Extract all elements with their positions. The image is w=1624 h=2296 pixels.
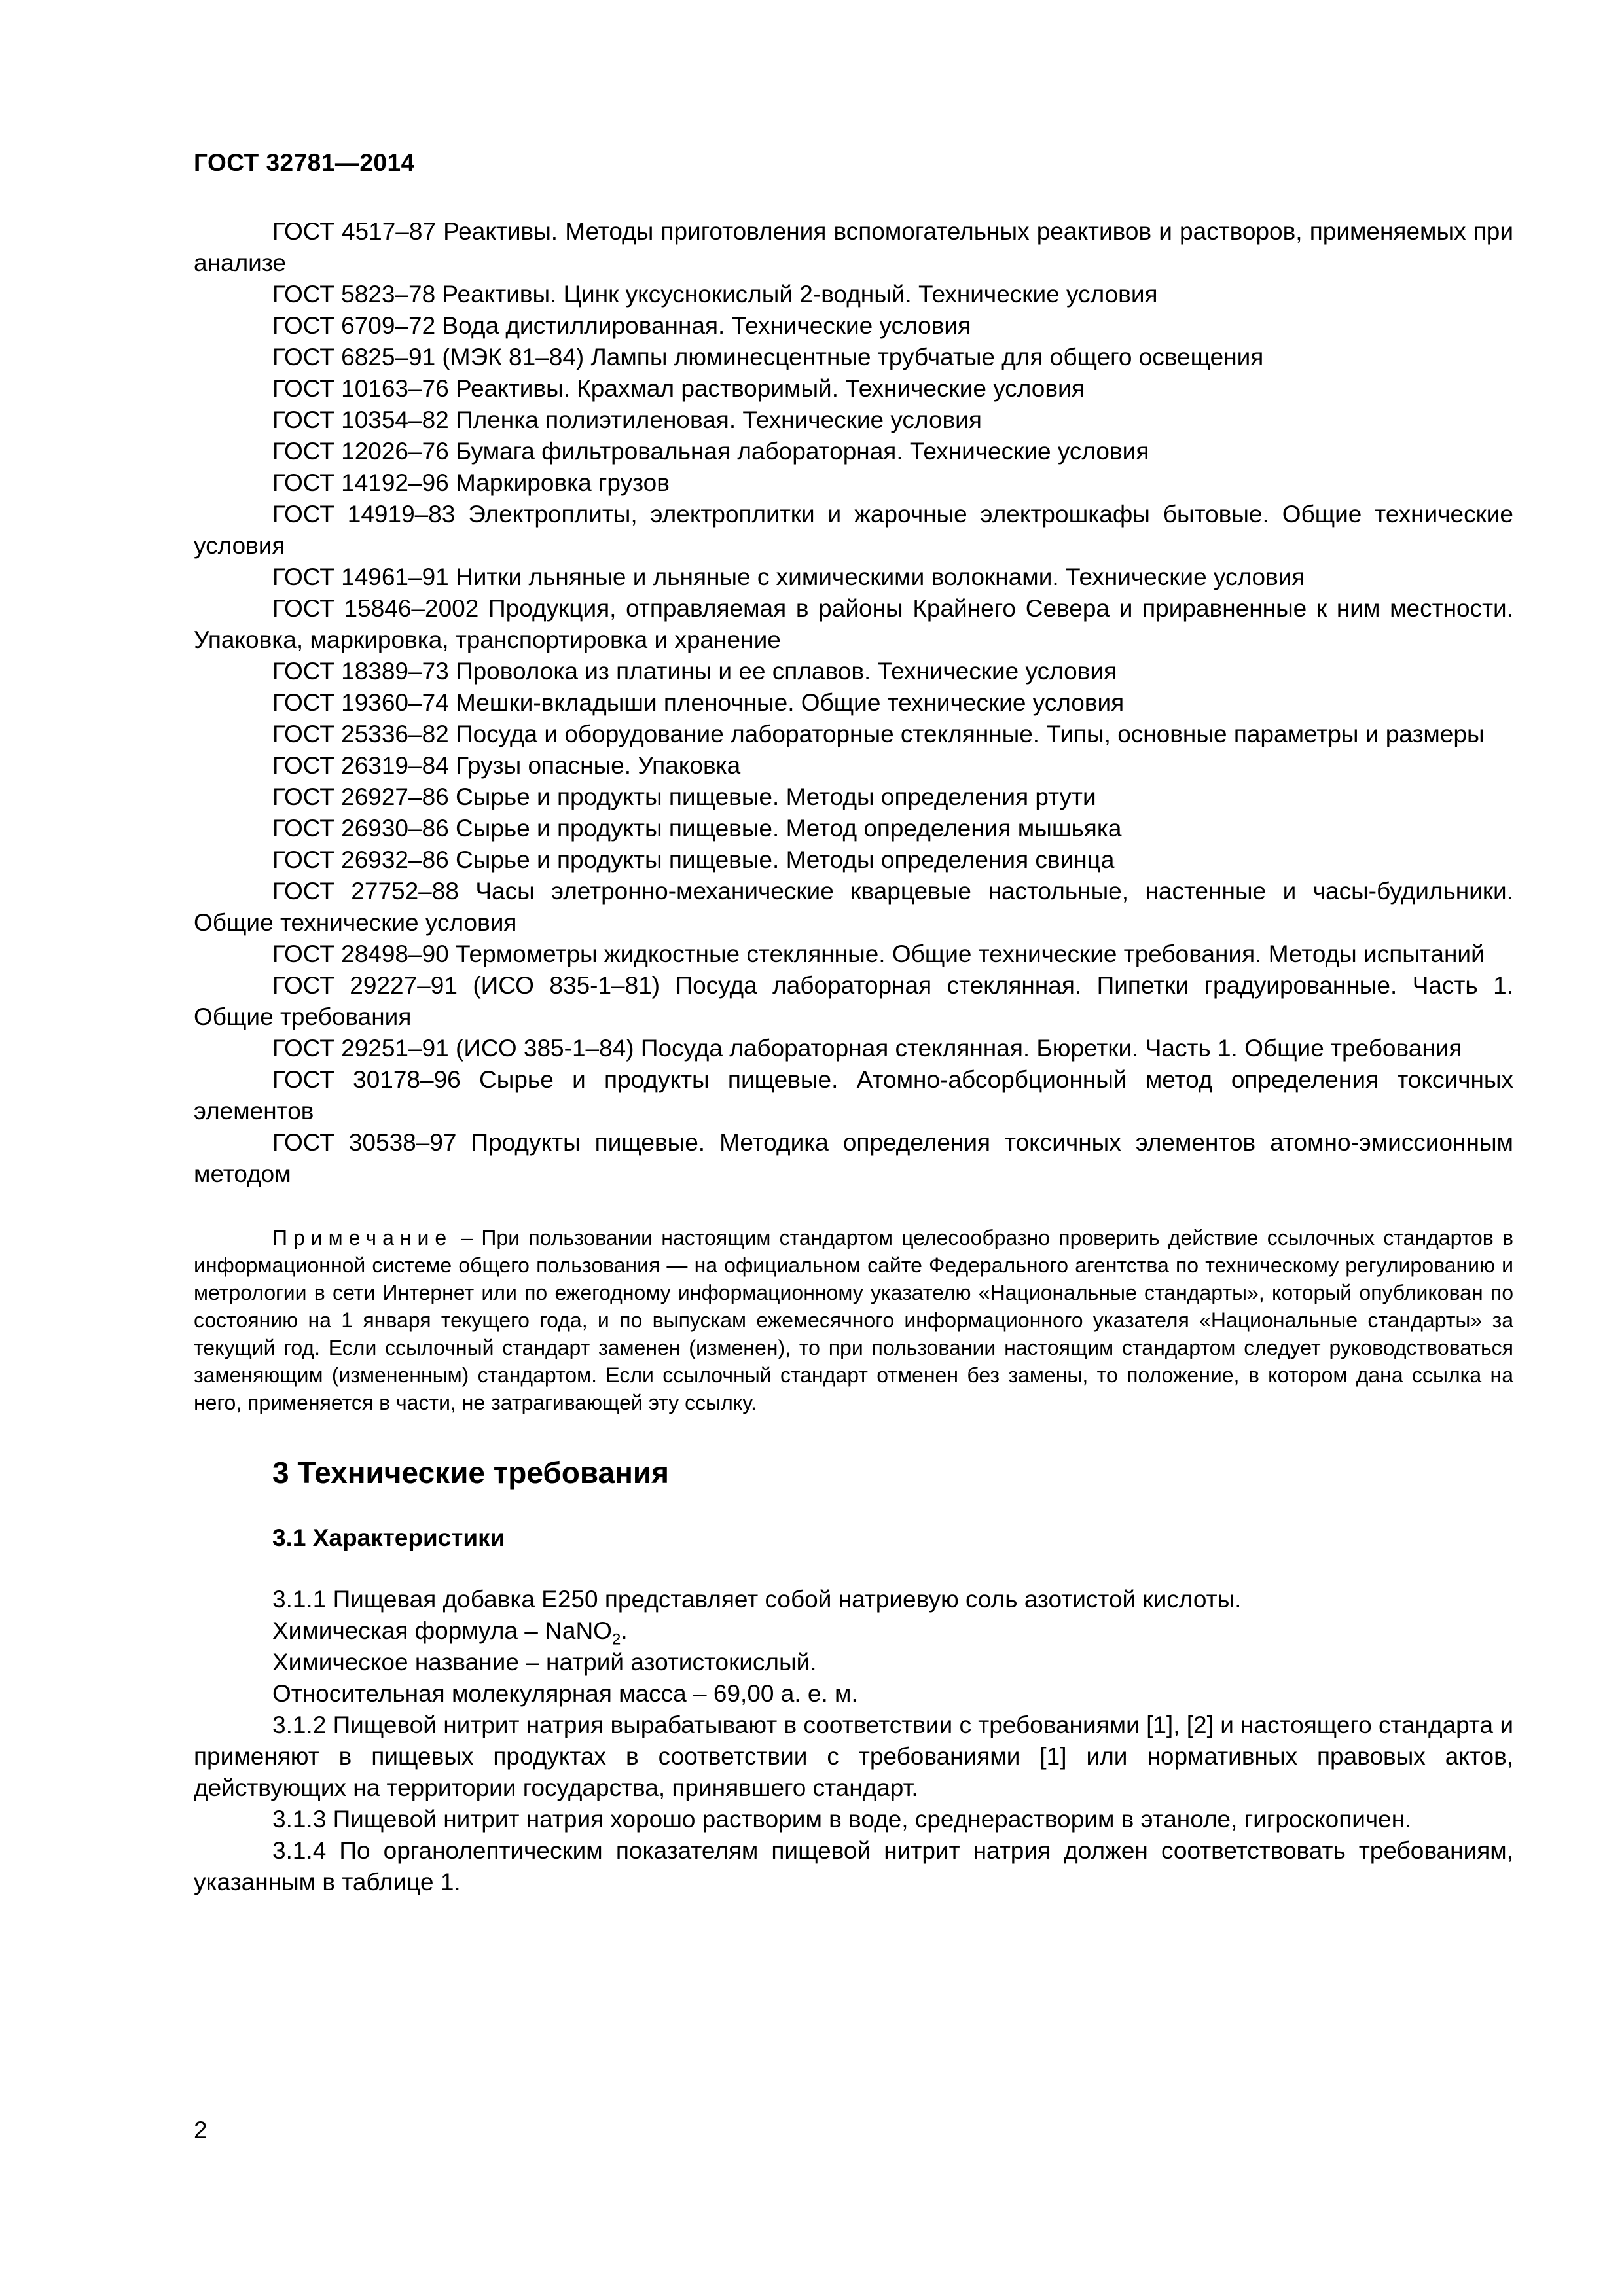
molecular-mass: Относительная молекулярная масса – 69,00 а. е. м. [272, 1680, 858, 1707]
reference-item: ГОСТ 26932–86 Сырье и продукты пищевые. Методы определения свинца [272, 846, 1115, 873]
paragraph-3-1-3: 3.1.3 Пищевой нитрит натрия хорошо растворим в воде, среднерастворим в этаноле, гигроскопичен. [272, 1806, 1412, 1833]
reference-item: ГОСТ 26927–86 Сырье и продукты пищевые. Методы определения ртути [272, 783, 1096, 810]
reference-item: ГОСТ 14919–83 Электроплиты, электроплитки и жарочные электрошкафы бытовые. Общие технические условия [194, 501, 1513, 559]
section-body [194, 1584, 1513, 1898]
subsection-heading: 3.1 Характеристики [272, 1524, 505, 1551]
chemical-name: Химическое название – натрий азотистокислый. [272, 1649, 817, 1676]
standard-header: ГОСТ 32781—2014 [194, 149, 415, 176]
reference-item: ГОСТ 10354–82 Пленка полиэтиленовая. Технические условия [272, 406, 982, 433]
reference-item: ГОСТ 30538–97 Продукты пищевые. Методика определения токсичных элементов атомно-эмиссионным методом [194, 1129, 1513, 1187]
reference-item: ГОСТ 18389–73 Проволока из платины и ее сплавов. Технические условия [272, 658, 1117, 685]
note-label: Примечание [272, 1226, 453, 1249]
paragraph-3-1-1: 3.1.1 Пищевая добавка Е250 представляет собой натриевую соль азотистой кислоты. [272, 1586, 1242, 1613]
reference-item: ГОСТ 15846–2002 Продукция, отправляемая в районы Крайнего Севера и приравненные к ним местности. Упаковка, маркировка, транспортировка и хранение [194, 595, 1513, 653]
reference-item: ГОСТ 29227–91 (ИСО 835-1–81) Посуда лабораторная стеклянная. Пипетки градуированные. Часть 1. Общие требования [194, 972, 1513, 1030]
reference-item: ГОСТ 14192–96 Маркировка грузов [272, 469, 670, 496]
reference-item: ГОСТ 30178–96 Сырье и продукты пищевые. Атомно-абсорбционный метод определения токсичных элементов [194, 1066, 1513, 1124]
note-paragraph [194, 1224, 1513, 1416]
reference-item: ГОСТ 29251–91 (ИСО 385-1–84) Посуда лабораторная стеклянная. Бюретки. Часть 1. Общие требования [272, 1035, 1462, 1062]
page-content [194, 216, 1513, 1898]
reference-item: ГОСТ 12026–76 Бумага фильтровальная лабораторная. Технические условия [272, 438, 1149, 465]
normative-references-list [194, 216, 1513, 1190]
section-heading: 3 Технические требования [272, 1456, 669, 1490]
reference-item: ГОСТ 10163–76 Реактивы. Крахмал растворимый. Технические условия [272, 375, 1085, 402]
reference-item: ГОСТ 6709–72 Вода дистиллированная. Технические условия [272, 312, 971, 339]
paragraph-3-1-2: 3.1.2 Пищевой нитрит натрия вырабатывают в соответствии с требованиями [1], [2] и настоящего стандарта и применяют в пищевых продуктах в соответствии с требованиями [1] или нормативных правовых актов, действующих на территории государства, принявшего стандарт. [194, 1712, 1513, 1801]
paragraph-3-1-4: 3.1.4 По органолептическим показателям пищевой нитрит натрия должен соответствовать требованиям, указанным в таблице 1. [194, 1837, 1513, 1895]
reference-item: ГОСТ 4517–87 Реактивы. Методы приготовления вспомогательных реактивов и растворов, применяемых при анализе [194, 218, 1513, 276]
formula-subscript: 2 [611, 1630, 621, 1649]
reference-item: ГОСТ 19360–74 Мешки-вкладыши пленочные. Общие технические условия [272, 689, 1125, 716]
reference-item: ГОСТ 26930–86 Сырье и продукты пищевые. Метод определения мышьяка [272, 815, 1122, 842]
reference-item: ГОСТ 26319–84 Грузы опасные. Упаковка [272, 752, 741, 779]
page-number: 2 [194, 2117, 208, 2144]
reference-item: ГОСТ 28498–90 Термометры жидкостные стеклянные. Общие технические требования. Методы испытаний [272, 941, 1485, 967]
reference-item: ГОСТ 6825–91 (МЭК 81–84) Лампы люминесцентные трубчатые для общего освещения [272, 344, 1264, 370]
reference-item: ГОСТ 5823–78 Реактивы. Цинк уксуснокислый 2-водный. Технические условия [272, 281, 1158, 308]
formula-text: Химическая формула – NaNO [272, 1617, 612, 1644]
formula-period: . [621, 1617, 628, 1644]
reference-item: ГОСТ 27752–88 Часы элетронно-механические кварцевые настольные, настенные и часы-будильники. Общие технические условия [194, 878, 1513, 936]
note-text: – При пользовании настоящим стандартом целесообразно проверить действие ссылочных стандартов в информационной системе общего пользования — на официальном сайте Федерального агентства по техническому регулированию и метрологии в сети Интернет или по ежегодному информационному указателю «Национальные стандарты», который опубликован по состоянию на 1 января текущего года, и по выпускам ежемесячного информационного указателя «Национальные стандарты» за текущий год. Если ссылочный стандарт заменен (изменен), то при пользовании настоящим стандартом следует руководствоваться заменяющим (измененным) стандартом. Если ссылочный стандарт отменен без замены, то положение, в котором дана ссылка на него, применяется в части, не затрагивающей эту ссылку. [194, 1226, 1513, 1414]
reference-item: ГОСТ 25336–82 Посуда и оборудование лабораторные стеклянные. Типы, основные параметры и размеры [272, 721, 1485, 747]
chemical-formula [194, 1615, 1513, 1647]
reference-item: ГОСТ 14961–91 Нитки льняные и льняные с химическими волокнами. Технические условия [272, 564, 1305, 590]
